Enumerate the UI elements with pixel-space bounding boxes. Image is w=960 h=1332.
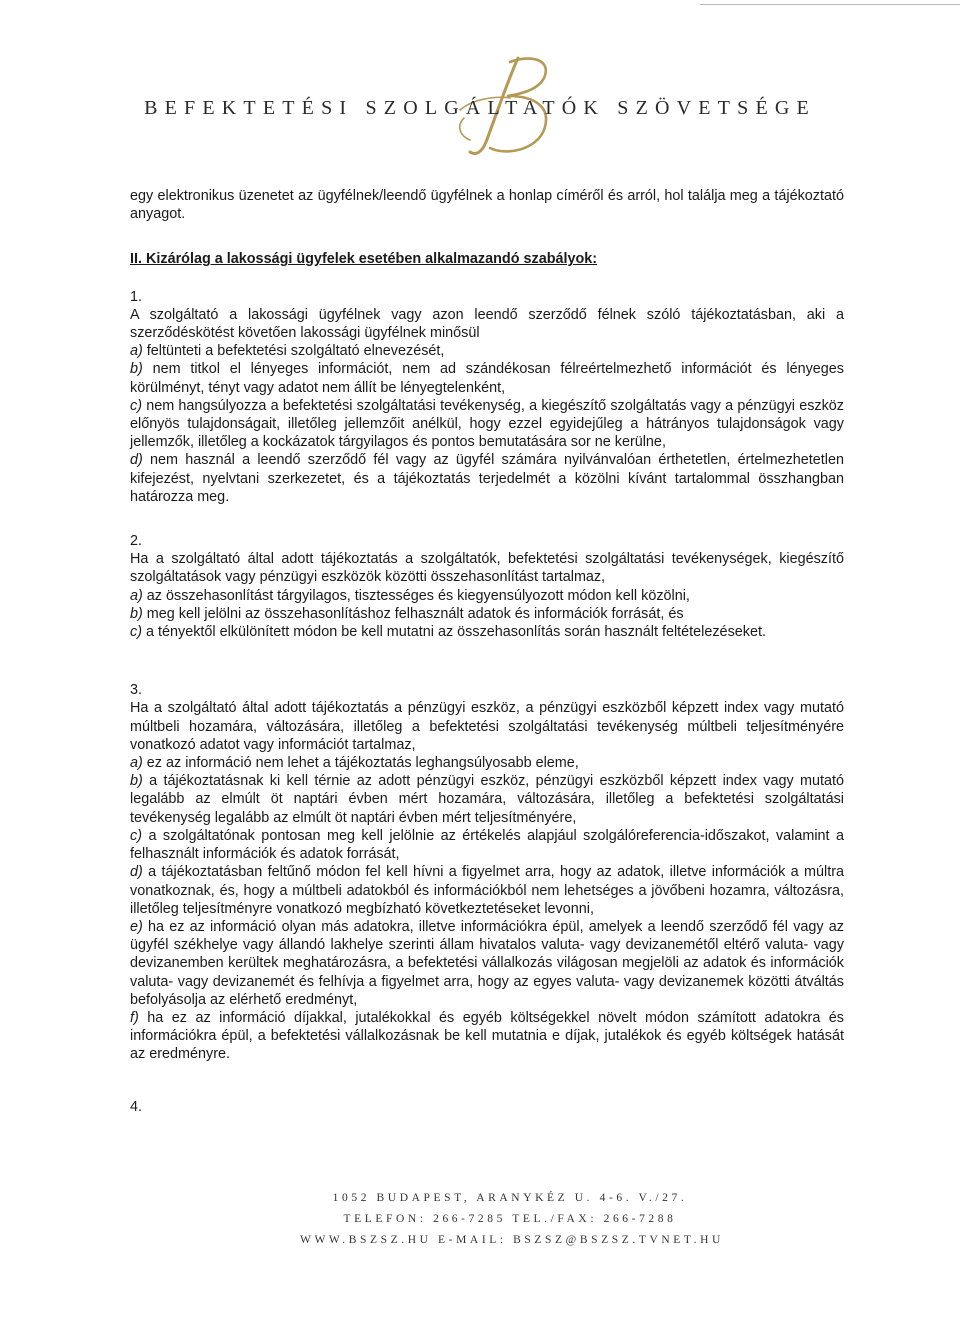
- list-item: [130, 827, 844, 863]
- point-number: 3.: [130, 682, 143, 699]
- list-item: [130, 360, 844, 396]
- item-text: a tájékoztatásnak ki kell térnie az adott pénzügyi eszköz, pénzügyi eszközből képzett index vagy mutató legalább az elmúlt öt naptári évben mért hozamára, változására, illetőleg a befektetési szolgáltatási tevékenység legalább az elmúlt öt naptári évben mért teljesítményére,: [130, 773, 845, 826]
- point-number: 2.: [130, 533, 143, 550]
- point-intro: A szolgáltató a lakossági ügyfélnek vagy azon leendő szerződő félnek szóló tájékoztatásban, aki a szerződéskötést követően lakossági ügyfélnek minősül: [130, 306, 844, 342]
- section-heading: II. Kizárólag a lakossági ügyfelek esetében alkalmazandó szabályok:: [130, 251, 598, 268]
- item-letter: b): [130, 773, 143, 790]
- list-item: [130, 918, 844, 1009]
- item-letter: f): [130, 1009, 139, 1026]
- intro-paragraph: egy elektronikus üzenetet az ügyfélnek/leendő ügyfélnek a honlap címéről és arról, hol találja meg a tájékoztató anyagot.: [130, 188, 844, 223]
- list-item: [130, 605, 844, 623]
- item-text: a tájékoztatásban feltűnő módon fel kell hívni a figyelmet arra, hogy az adatok, illetve információk a múltra vonatkoznak, és, hogy a múltbeli adatokból és információkból nem lehetséges a jövőbeni hozamra, változásra, illetőleg teljesítményre vonatkozó megbízható következtetéseket levonni,: [130, 864, 845, 917]
- list-item: [130, 1009, 844, 1064]
- item-letter: a): [130, 755, 143, 772]
- item-text: ez az információ nem lehet a tájékoztatás leghangsúlyosabb eleme,: [146, 755, 579, 772]
- list-item: [130, 587, 844, 605]
- item-text: nem használ a leendő szerződő fél vagy az ügyfél számára nyilvánvalóan érthetetlen, értelmezhetetlen kifejezést, nyelvtani szerkezetet, és a tájékoztatás terjedelmét a közölni kívánt tartalommal összhangban határozza meg.: [130, 452, 844, 505]
- footer-phone: TELEFON: 266-7285 TEL./FAX: 266-7288: [343, 1213, 677, 1225]
- item-text: a szolgáltatónak pontosan meg kell jelölnie az értékelés alapjául szolgálóreferencia-időszakot, valamint a felhasznált információk és adatok forrását,: [130, 827, 844, 863]
- item-letter: e): [130, 918, 143, 935]
- top-edge-rule: [700, 4, 960, 5]
- item-letter: d): [130, 452, 143, 469]
- item-text: a tényektől elkülönített módon be kell mutatni az összehasonlítás során használt feltételezéseket.: [146, 624, 766, 641]
- list-item: [130, 397, 844, 452]
- footer-address: 1052 BUDAPEST, ARANYKÉZ U. 4-6. V./27.: [332, 1192, 688, 1204]
- item-letter: b): [130, 605, 143, 622]
- document-body: [130, 187, 844, 1116]
- point-number: 1.: [130, 288, 143, 305]
- list-item: [130, 772, 844, 827]
- list-item: [130, 623, 844, 641]
- item-letter: c): [130, 624, 142, 641]
- item-text: nem titkol el lényeges információt, nem ad szándékosan félreértelmezhető információt és lényeges körülményt, tényt vagy adatot nem állít be lényegtelenként,: [130, 361, 845, 396]
- item-text: ha ez az információ olyan más adatokra, illetve információkra épül, amelyek a leendő szerződő fél vagy az ügyfél székhelye vagy állandó lakhelye szerinti állam hivatalos valuta- vagy devizanemétől eltérő valuta- vagy devizanemben kerültek meghatározásra, a befektetési vállalkozás világosan megjelöli az adatok és információk valuta- vagy devizanemét és felhívja a figyelmet arra, hogy az egyes valuta- vagy devizanemek közötti átváltás befolyásolja az elérhető eredményt,: [130, 918, 844, 1008]
- item-letter: c): [130, 397, 142, 414]
- footer-web-email: WWW.BSZSZ.HU E-MAIL: BSZSZ@BSZSZ.TVNET.HU: [300, 1234, 724, 1246]
- item-letter: b): [130, 361, 143, 378]
- list-item: [130, 754, 844, 772]
- item-letter: a): [130, 587, 143, 604]
- list-item: [130, 863, 844, 918]
- list-item: [130, 451, 844, 506]
- item-text: ha ez az információ díjakkal, jutalékokkal és egyéb költségekkel növelt módon számított adatokra és információkra épül, a befektetési vállalkozásnak be kell mutatnia e díjak, jutalékok és egyéb költségek hatását az eredményre.: [130, 1009, 845, 1063]
- item-text: nem hangsúlyozza a befektetési szolgáltatási tevékenység, a kiegészítő szolgáltatás vagy a pénzügyi eszköz előnyös tulajdonságait, illetőleg jellemzőit anélkül, hogy ezzel egyidejűleg a hátrányos tulajdonságok vagy jellemzők, illetőleg a kockázatok tárgyilagos és pontos bemutatására sor ne kerülne,: [130, 397, 844, 451]
- item-text: feltünteti a befektetési szolgáltató elnevezését,: [146, 343, 445, 360]
- item-text: meg kell jelölni az összehasonlításhoz felhasznált adatok és információk forrását, és: [146, 605, 684, 622]
- item-letter: a): [130, 343, 143, 360]
- list-item: [130, 342, 844, 360]
- organization-letterhead: BEFEKTETÉSI SZOLGÁLTATÓK SZÖVETSÉGE: [144, 97, 816, 119]
- item-text: az összehasonlítást tárgyilagos, tisztességes és kiegyensúlyozott módon kell közölni,: [146, 587, 690, 604]
- letterhead-footer: [300, 1188, 724, 1251]
- item-letter: d): [130, 864, 143, 881]
- point-intro: Ha a szolgáltató által adott tájékoztatás a pénzügyi eszköz, a pénzügyi eszközből képzett index vagy mutató múltbeli hozamára, változására, illetőleg a befektetési szolgáltatási tevékenység múltbeli teljesítményére vonatkozó adatot vagy információt tartalmaz,: [130, 700, 844, 753]
- point-intro: Ha a szolgáltató által adott tájékoztatás a szolgáltatók, befektetési szolgáltatási tevékenységek, kiegészítő szolgáltatások vagy pénzügyi eszközök közötti összehasonlítást tartalmaz,: [130, 551, 844, 586]
- point-number: 4.: [130, 1098, 143, 1115]
- item-letter: c): [130, 827, 142, 844]
